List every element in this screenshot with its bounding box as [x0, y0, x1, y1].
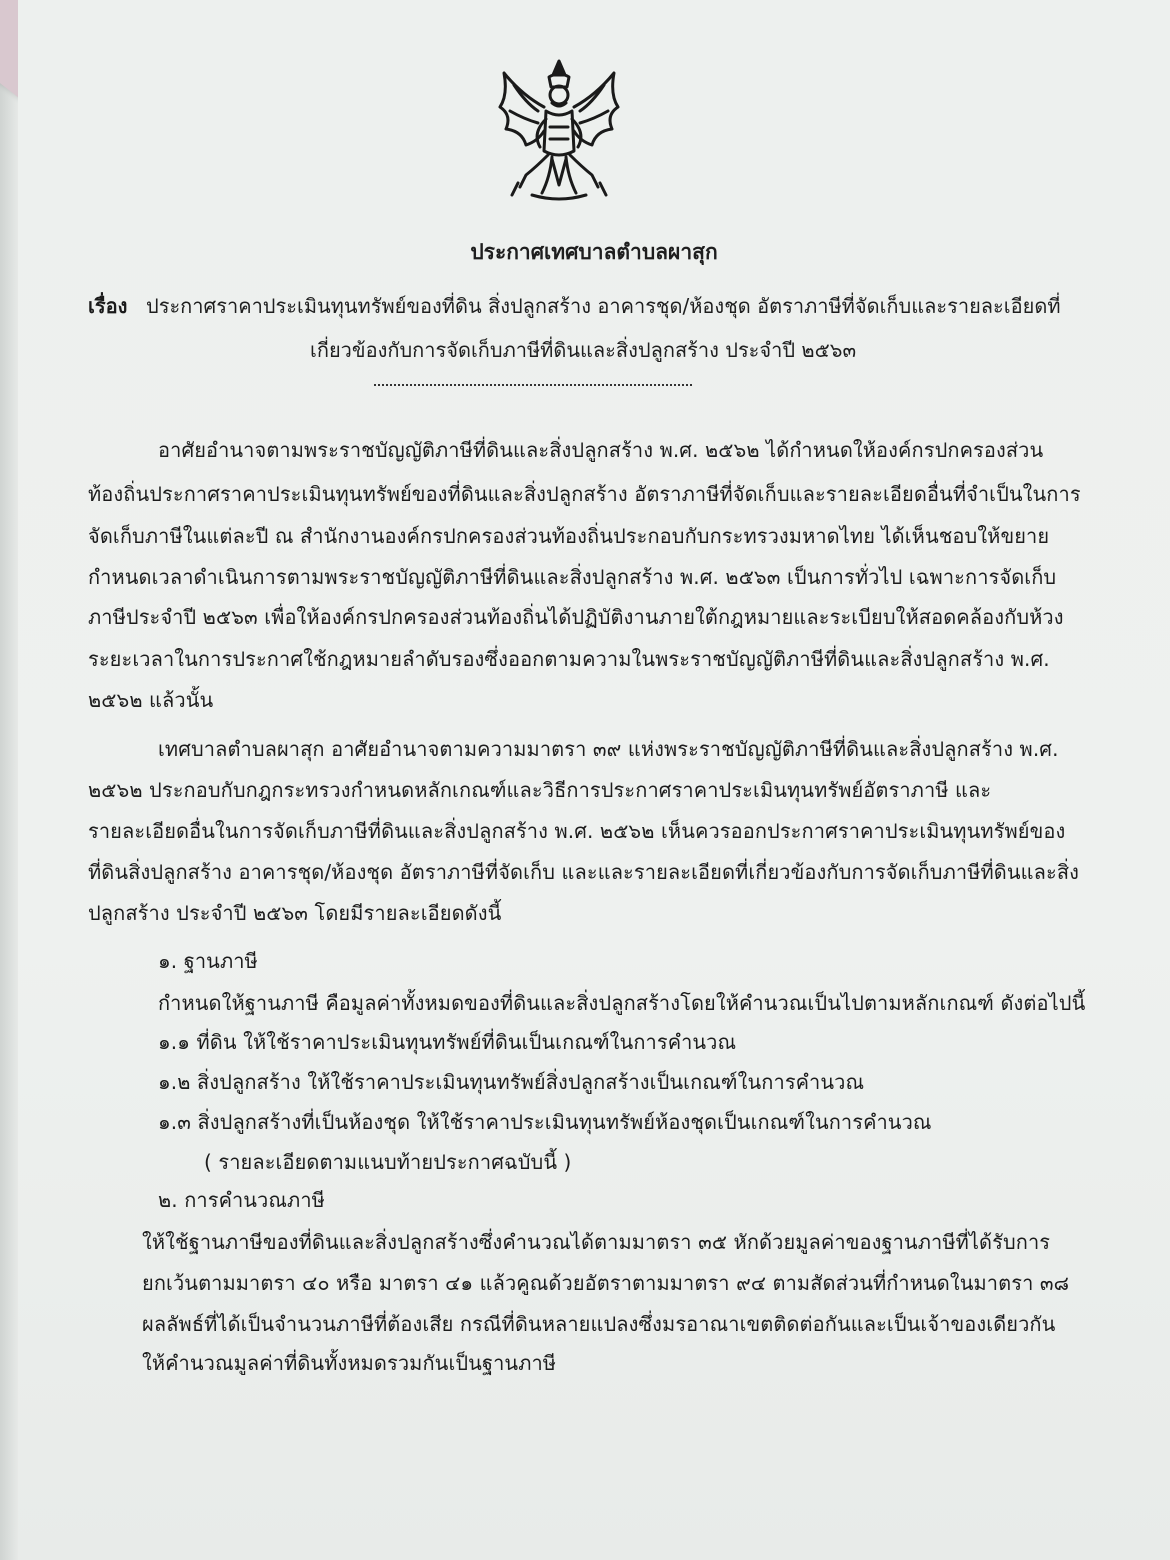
paragraph-line: ปลูกสร้าง ประจำปี ๒๕๖๓ โดยมีรายละเอียดดังนี้ [88, 901, 502, 925]
list-item: ๑.๑ ที่ดิน ให้ใช้ราคาประเมินทุนทรัพย์ที่ดินเป็นเกณฑ์ในการคำนวณ [158, 1030, 737, 1054]
paragraph-line: ที่ดินสิ่งปลูกสร้าง อาคารชุด/ห้องชุด อัตราภาษีที่จัดเก็บ และและรายละเอียดที่เกี่ยวข้องกับการจัดเก็บภาษีที่ดินและสิ่ง [88, 860, 1079, 884]
section-heading: ๒. การคำนวณภาษี [158, 1188, 325, 1212]
paragraph-line: จัดเก็บภาษีในแต่ละปี ณ สำนักงานองค์กรปกครองส่วนท้องถิ่นประกอบกับกระทรวงมหาดไทย ได้เห็นชอบให้ขยาย [88, 524, 1050, 548]
paragraph-line: กำหนดเวลาดำเนินการตามพระราชบัญญัติภาษีที่ดินและสิ่งปลูกสร้าง พ.ศ. ๒๕๖๓ เป็นการทั่วไป เฉพาะการจัดเก็บ [88, 565, 1057, 589]
subject-line: ประกาศราคาประเมินทุนทรัพย์ของที่ดิน สิ่งปลูกสร้าง อาคารชุด/ห้องชุด อัตราภาษีที่จัดเก็บและรายละเอียดที่ [146, 294, 1061, 318]
paragraph-line: ผลลัพธ์ที่ได้เป็นจำนวนภาษีที่ต้องเสีย กรณีที่ดินหลายแปลงซึ่งมรอาณาเขตติดต่อกันและเป็นเจ้าของเดียวกัน [142, 1312, 1056, 1336]
paragraph-line: ภาษีประจำปี ๒๕๖๓ เพื่อให้องค์กรปกครองส่วนท้องถิ่นได้ปฏิบัติงานภายใต้กฎหมายและระเบียบให้สอดคล้องกับห้วง [88, 605, 1064, 629]
paragraph-line: รายละเอียดอื่นในการจัดเก็บภาษีที่ดินและสิ่งปลูกสร้าง พ.ศ. ๒๕๖๒ เห็นควรออกประกาศราคาประเมินทุนทรัพย์ของ [88, 819, 1066, 843]
section-heading: ๑. ฐานภาษี [158, 949, 258, 973]
paragraph-line: ให้ใช้ฐานภาษีของที่ดินและสิ่งปลูกสร้างซึ่งคำนวณได้ตามมาตรา ๓๕ หักด้วยมูลค่าของฐานภาษีที่ได้รับการ [142, 1230, 1051, 1254]
paragraph-line: อาศัยอำนาจตามพระราชบัญญัติภาษีที่ดินและสิ่งปลูกสร้าง พ.ศ. ๒๕๖๒ ได้กำหนดให้องค์กรปกครองส่วน [158, 438, 1044, 462]
paragraph-line: ท้องถิ่นประกาศราคาประเมินทุนทรัพย์ของที่ดินและสิ่งปลูกสร้าง อัตราภาษีที่จัดเก็บและรายละเอียดอื่นที่จำเป็นในการ [88, 482, 1081, 506]
paragraph-line: ยกเว้นตามมาตรา ๔๐ หรือ มาตรา ๔๑ แล้วคูณด้วยอัตราตามมาตรา ๙๔ ตามสัดส่วนที่กำหนดในมาตรา ๓๘ [142, 1271, 1070, 1295]
page-shadow [0, 0, 18, 1560]
document-page [18, 0, 1170, 1560]
note: ( รายละเอียดตามแนบท้ายประกาศฉบับนี้ ) [204, 1150, 572, 1174]
divider [374, 384, 692, 386]
subject-label: เรื่อง [88, 294, 128, 318]
subject-line: เกี่ยวข้องกับการจัดเก็บภาษีที่ดินและสิ่งปลูกสร้าง ประจำปี ๒๕๖๓ [310, 338, 857, 362]
paragraph-line: ให้คำนวณมูลค่าที่ดินทั้งหมดรวมกันเป็นฐานภาษี [142, 1351, 557, 1375]
garuda-emblem-icon [492, 55, 626, 205]
paragraph-line: ระยะเวลาในการประกาศใช้กฎหมายลำดับรองซึ่งออกตามความในพระราชบัญญัติภาษีที่ดินและสิ่งปลูกสร้าง พ.ศ. [88, 647, 1050, 671]
paragraph-line: เทศบาลตำบลผาสุก อาศัยอำนาจตามความมาตรา ๓๙ แห่งพระราชบัญญัติภาษีที่ดินและสิ่งปลูกสร้าง พ.ศ. [158, 737, 1059, 761]
list-item: ๑.๒ สิ่งปลูกสร้าง ให้ใช้ราคาประเมินทุนทรัพย์สิ่งปลูกสร้างเป็นเกณฑ์ในการคำนวณ [158, 1070, 865, 1094]
section-intro: กำหนดให้ฐานภาษี คือมูลค่าทั้งหมดของที่ดินและสิ่งปลูกสร้างโดยให้คำนวณเป็นไปตามหลักเกณฑ์ ดังต่อไปนี้ [158, 991, 1086, 1015]
page-title: ประกาศเทศบาลตำบลผาสุก [470, 240, 718, 264]
list-item: ๑.๓ สิ่งปลูกสร้างที่เป็นห้องชุด ให้ใช้ราคาประเมินทุนทรัพย์ห้องชุดเป็นเกณฑ์ในการคำนวณ [158, 1110, 932, 1134]
paragraph-line: ๒๕๖๒ แล้วนั้น [88, 688, 214, 712]
paragraph-line: ๒๕๖๒ ประกอบกับกฎกระทรวงกำหนดหลักเกณฑ์และวิธีการประกาศราคาประเมินทุนทรัพย์อัตราภาษี และ [88, 778, 992, 802]
